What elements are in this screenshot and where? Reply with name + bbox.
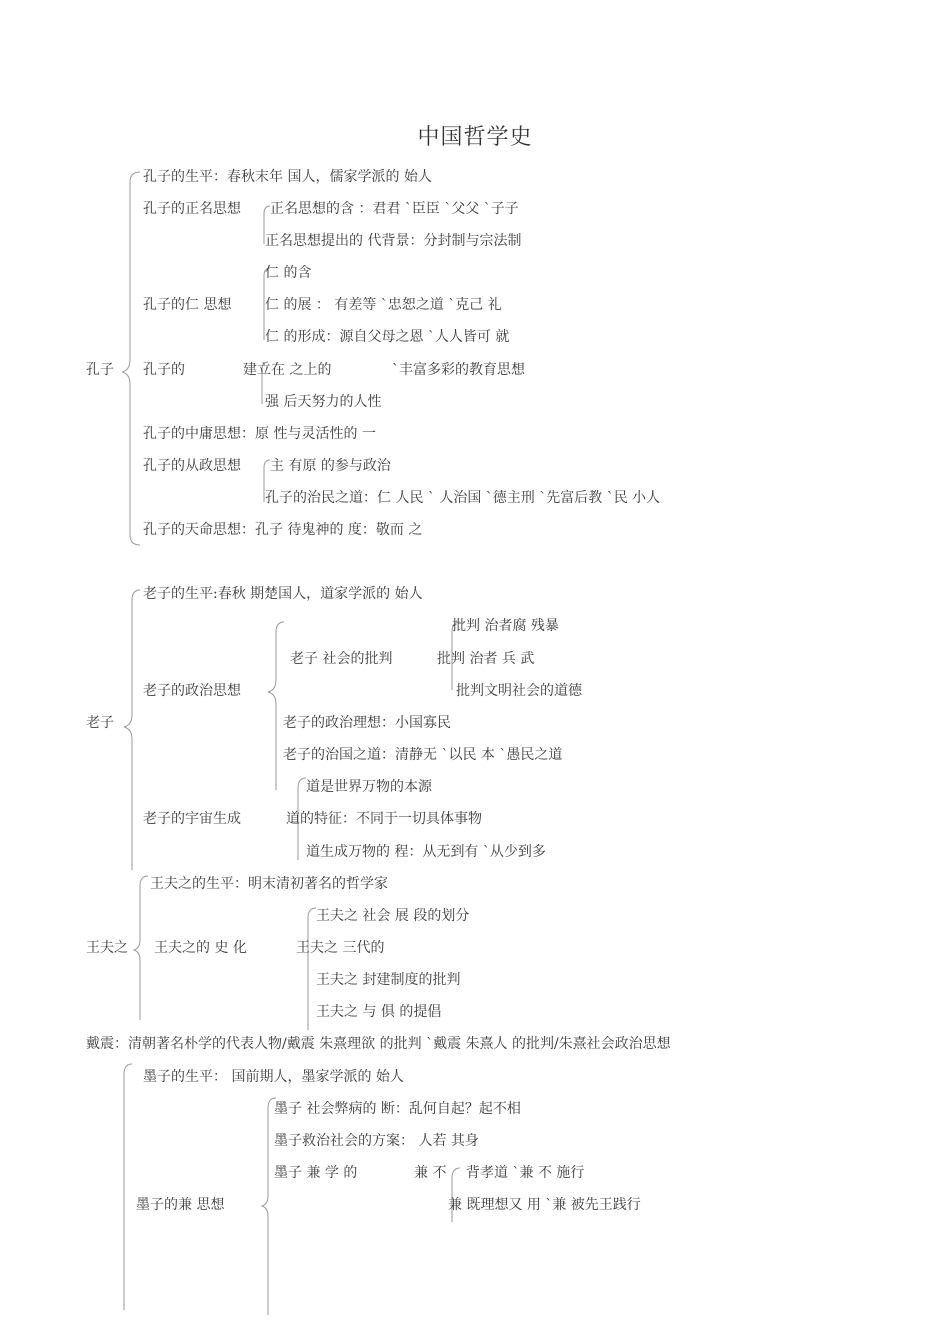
text-line: 孔子的中庸思想：原 性与灵活性的 一 <box>143 426 376 442</box>
section-label-laozi: 老子 <box>86 715 114 731</box>
text-line: 王夫之 与 俱 的提倡 <box>316 1004 442 1020</box>
text-line: 墨子 兼 学 的 <box>274 1165 358 1181</box>
bracket-laozi <box>124 590 140 870</box>
text-line: 老子的政治理想：小国寡民 <box>283 715 451 731</box>
text-line: `丰富多彩的教育思想 <box>392 362 525 378</box>
text-line: 老子的治国之道：清静无 `以民 本 `愚民之道 <box>283 747 563 763</box>
text-line: 王夫之 三代的 <box>296 940 385 956</box>
bracket-laozi-zhengzhi <box>268 622 284 790</box>
text-line: 背孝道 `兼 不 施行 <box>466 1165 585 1181</box>
bracket-mozi <box>124 1064 132 1310</box>
text-line: 主 有原 的参与政治 <box>270 458 391 474</box>
text-line: 强 后天努力的人性 <box>265 394 382 410</box>
text-line: 孔子的 <box>143 362 185 378</box>
text-line: 墨子 社会弊病的 断：乱何自起？起不相 <box>274 1101 521 1117</box>
text-line: 孔子的正名思想 <box>143 201 241 217</box>
text-line: 道的特征：不同于一切具体事物 <box>286 811 482 827</box>
text-line: 孔子的从政思想 <box>143 458 241 474</box>
text-line: 王夫之 封建制度的批判 <box>316 972 461 988</box>
bracket-wangfuzhi <box>134 876 148 1020</box>
text-line: 王夫之 社会 展 段的划分 <box>316 908 470 924</box>
section-label-wangfuzhi: 王夫之 <box>86 940 128 956</box>
page-title: 中国哲学史 <box>417 125 533 150</box>
text-line: 老子的生平:春秋 期楚国人，道家学派的 始人 <box>143 586 423 602</box>
text-line: 批判 治者 兵 武 <box>437 651 535 667</box>
text-line: 王夫之的生平：明末清初著名的哲学家 <box>150 876 388 892</box>
text-line: 老子的政治思想 <box>143 683 241 699</box>
text-line: 仁 的含 <box>265 265 312 281</box>
text-line: 老子 社会的批判 <box>290 651 393 667</box>
text-line: 孔子的生平：春秋末年 国人，儒家学派的 始人 <box>143 169 432 185</box>
text-line: 建立在 之上的 <box>243 362 332 378</box>
text-line: 墨子的兼 思想 <box>136 1197 225 1213</box>
text-line: 正名思想提出的 代背景：分封制与宗法制 <box>265 233 522 249</box>
text-line-daizhen: 戴震：清朝著名朴学的代表人物/戴震 朱熹理欲 的批判 `戴震 朱熹人 的批判/朱熹社会政治思想 <box>86 1036 671 1052</box>
bracket-lishi <box>308 908 316 1030</box>
text-line: 仁 的形成：源自父母之恩 `人人皆可 就 <box>265 329 510 345</box>
text-line: 老子的宇宙生成 <box>143 811 241 827</box>
text-line: 孔子的仁 思想 <box>143 297 232 313</box>
text-line: 正名思想的含 ：君君 `臣臣 `父父 `子子 <box>270 201 519 217</box>
text-line: 道生成万物的 程：从无到有 `从少到多 <box>306 844 546 860</box>
text-line: 批判 治者腐 残暴 <box>452 618 559 634</box>
text-line: 仁 的展 ： 有差等 `忠恕之道 `克己 礼 <box>265 297 502 313</box>
bracket-jianai <box>262 1098 276 1315</box>
text-line: 孔子的治民之道：仁 人民 ` 人治国 `德主刑 `先富后教 `民 小人 <box>265 490 661 506</box>
text-line: 墨子的生平： 国前期人，墨家学派的 始人 <box>143 1069 404 1085</box>
text-line: 墨子救治社会的方案： 人若 其身 <box>274 1133 479 1149</box>
section-label-kongzi: 孔子 <box>86 362 114 378</box>
text-line: 道是世界万物的本源 <box>306 779 432 795</box>
text-line: 王夫之的 史 化 <box>154 940 247 956</box>
bracket-kongzi <box>122 172 140 545</box>
text-line: 兼 不 <box>414 1165 447 1181</box>
text-line: 批判文明社会的道德 <box>456 683 582 699</box>
text-line: 兼 既理想又 用 `兼 被先王践行 <box>448 1197 641 1213</box>
text-line: 孔子的天命思想：孔子 待鬼神的 度：敬而 之 <box>143 522 423 538</box>
